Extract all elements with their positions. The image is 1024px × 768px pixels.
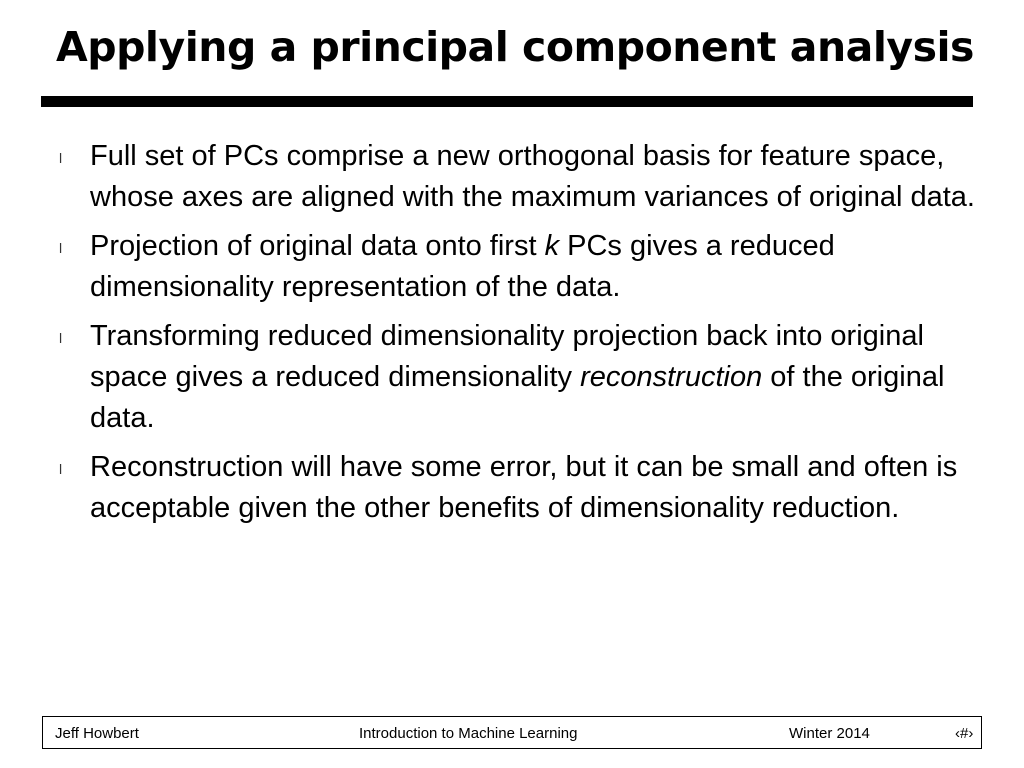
slide-footer bbox=[42, 716, 982, 749]
slide-title: Applying a principal component analysis bbox=[56, 23, 974, 71]
bullet-list bbox=[56, 136, 976, 537]
title-underline-rule bbox=[41, 96, 973, 107]
bullet-text-3-end: of the original data. bbox=[90, 361, 945, 434]
bullet-marker: l bbox=[59, 461, 63, 477]
footer-course-title: Introduction to Machine Learning bbox=[359, 725, 578, 742]
footer-page-number: ‹#› bbox=[955, 725, 974, 742]
bullet-text-2-end: PCs gives a reduced dimensionality representation of the data. bbox=[90, 230, 835, 303]
footer-author: Jeff Howbert bbox=[55, 725, 139, 742]
bullet-text-4: Reconstruction will have some error, but it can be small and often is acceptable given the other benefits of dimensionality reduction. bbox=[90, 451, 958, 524]
bullet-marker: l bbox=[59, 150, 63, 166]
bullet-text-2-italic: k bbox=[544, 230, 560, 262]
bullet-item-3 bbox=[56, 316, 976, 439]
bullet-text-3-italic: reconstruction bbox=[580, 361, 763, 393]
bullet-item-4 bbox=[56, 447, 976, 529]
bullet-marker: l bbox=[59, 330, 63, 346]
bullet-marker: l bbox=[59, 240, 63, 256]
bullet-text-2-start: Projection of original data onto first bbox=[90, 230, 545, 262]
bullet-text-2 bbox=[90, 230, 835, 303]
bullet-item-1 bbox=[56, 136, 976, 218]
bullet-item-2 bbox=[56, 226, 976, 308]
footer-term: Winter 2014 bbox=[789, 725, 870, 742]
bullet-text-3 bbox=[90, 320, 944, 434]
bullet-text-1: Full set of PCs comprise a new orthogonal basis for feature space, whose axes are aligned with the maximum variances of original data. bbox=[90, 140, 975, 213]
bullet-text-3-start: Transforming reduced dimensionality projection back into original space gives a reduced dimensionality bbox=[90, 320, 924, 393]
